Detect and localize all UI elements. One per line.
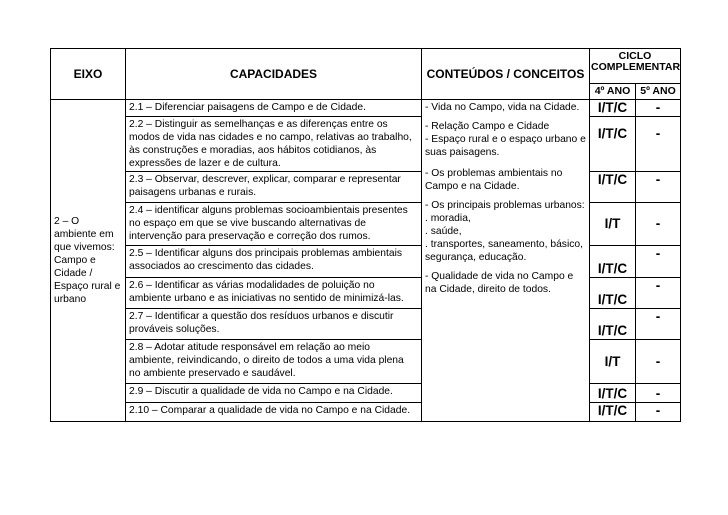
- mark-ano5: -: [636, 172, 681, 203]
- capacidade-cell: 2.10 – Comparar a qualidade de vida no Campo e na Cidade.: [126, 403, 422, 422]
- capacidade-cell: 2.3 – Observar, descrever, explicar, comparar e representar paisagens urbanas e rurais.: [126, 172, 422, 203]
- mark-ano4: I/T/C: [590, 246, 636, 278]
- conteudo-item: - Relação Campo e Cidade: [425, 121, 550, 132]
- mark-ano5: -: [636, 384, 681, 403]
- capacidade-cell: 2.2 – Distinguir as semelhanças e as diferenças entre os modos de vida nas cidades e no campo, relativas ao trabalho, às construções e moradias, aos hábitos cotidianos, às expressões de lazer e de cultura.: [126, 117, 422, 172]
- mark-ano4: I/T/C: [590, 403, 636, 422]
- conteudo-item: . saúde,: [425, 226, 462, 237]
- conteudo-item: - Os principais problemas urbanos:: [425, 200, 585, 211]
- mark-ano5: -: [636, 309, 681, 340]
- conteudo-item: . transportes, saneamento, básico, segurança, educação.: [425, 239, 583, 263]
- capacidade-cell: 2.4 – identificar alguns problemas socioambientais presentes no espaço em que se vive buscando alternativas de intervenção para preservação e correção dos rumos.: [126, 203, 422, 246]
- conteudo-item: - Os problemas ambientais no Campo e na Cidade.: [425, 168, 563, 192]
- header-ciclo: CICLO COMPLEMENTAR: [590, 49, 681, 84]
- mark-ano5: -: [636, 117, 681, 172]
- capacidade-cell: 2.8 – Adotar atitude responsável em relação ao meio ambiente, reivindicando, o direito de todos a uma vida plena no ambiente preservado e saudável.: [126, 340, 422, 384]
- conteudo-item: - Espaço rural e o espaço urbano e suas paisagens.: [425, 134, 586, 158]
- capacidade-cell: 2.7 – Identificar a questão dos resíduos urbanos e discutir prováveis soluções.: [126, 309, 422, 340]
- mark-ano4: I/T/C: [590, 278, 636, 309]
- capacidade-cell: 2.9 – Discutir a qualidade de vida no Campo e na Cidade.: [126, 384, 422, 403]
- mark-ano5: -: [636, 278, 681, 309]
- header-capacidades: CAPACIDADES: [126, 49, 422, 100]
- mark-ano4: I/T/C: [590, 384, 636, 403]
- header-ano5: 5º ANO: [636, 84, 681, 100]
- eixo-cell: 2 – O ambiente em que vivemos: Campo e Cidade / Espaço rural e urbano: [51, 100, 126, 422]
- conteudo-item: . moradia,: [425, 213, 471, 224]
- mark-ano4: I/T/C: [590, 100, 636, 117]
- conteudo-item: - Vida no Campo, vida na Cidade.: [425, 102, 580, 113]
- mark-ano4: I/T: [590, 340, 636, 384]
- mark-ano4: I/T/C: [590, 172, 636, 203]
- capacidade-cell: 2.1 – Diferenciar paisagens de Campo e de Cidade.: [126, 100, 422, 117]
- mark-ano5: -: [636, 403, 681, 422]
- mark-ano5: -: [636, 246, 681, 278]
- mark-ano5: -: [636, 203, 681, 246]
- curriculum-table: [50, 48, 681, 422]
- mark-ano4: I/T/C: [590, 309, 636, 340]
- conteudos-cell: [422, 100, 590, 422]
- capacidade-cell: 2.6 – Identificar as várias modalidades de poluição no ambiente urbano e as iniciativas no sentido de minimizá-las.: [126, 278, 422, 309]
- mark-ano4: I/T: [590, 203, 636, 246]
- capacidade-cell: 2.5 – Identificar alguns dos principais problemas ambientais associados ao crescimento das cidades.: [126, 246, 422, 278]
- mark-ano5: -: [636, 340, 681, 384]
- table-row: [51, 100, 681, 117]
- header-conteudos: CONTEÚDOS / CONCEITOS: [422, 49, 590, 100]
- mark-ano5: -: [636, 100, 681, 117]
- header-ano4: 4º ANO: [590, 84, 636, 100]
- mark-ano4: I/T/C: [590, 117, 636, 172]
- conteudo-item: - Qualidade de vida no Campo e na Cidade, direito de todos.: [425, 271, 574, 295]
- header-eixo: EIXO: [51, 49, 126, 100]
